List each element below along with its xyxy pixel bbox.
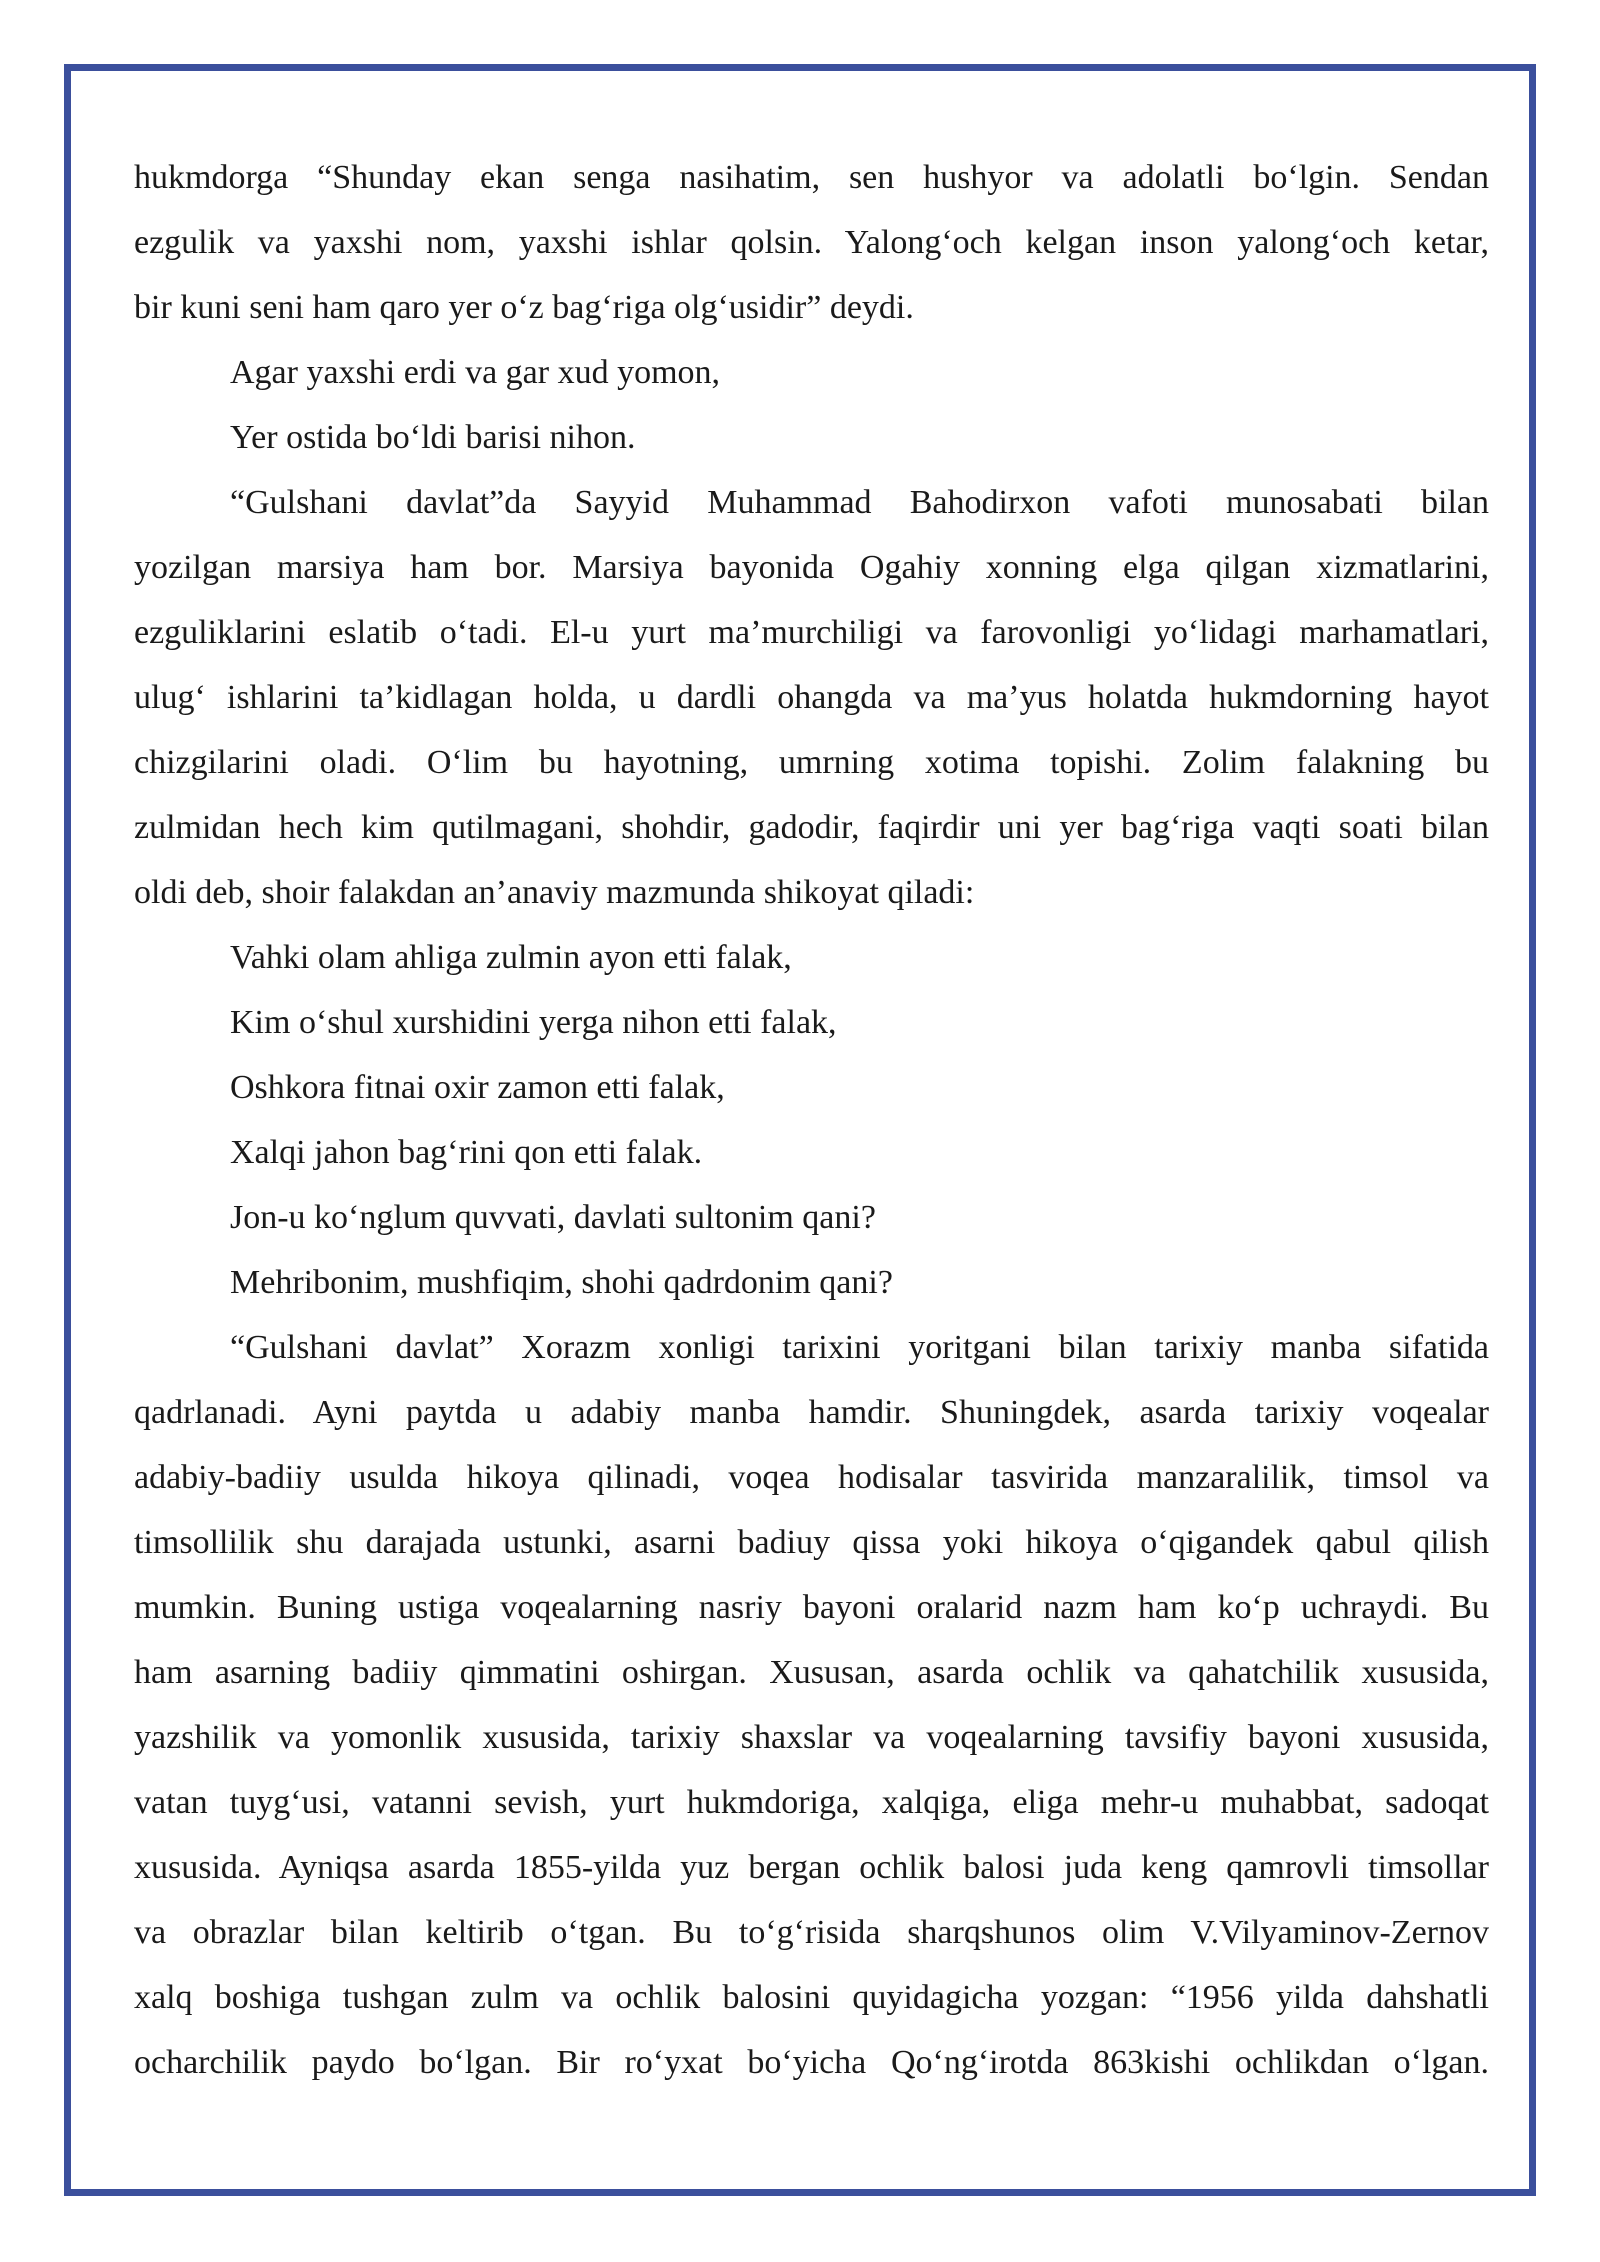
text-line: hukmdorga “Shunday ekan senga nasihatim, sen hushyor va adolatli bo‘lgin. Sendan [134, 159, 1489, 196]
text-line: yozilgan marsiya ham bor. Marsiya bayonida Ogahiy xonning elga qilgan xizmatlarini, [134, 549, 1489, 586]
verse-line: Oshkora fitnai oxir zamon etti falak, [230, 1069, 725, 1106]
text-line: yazshilik va yomonlik xususida, tarixiy shaxslar va voqealarning tavsifiy bayoni xususida, [134, 1719, 1489, 1756]
text-line: “Gulshani davlat” Xorazm xonligi tarixini yoritgani bilan tarixiy manba sifatida [230, 1329, 1489, 1366]
verse-line: Jon-u ko‘nglum quvvati, davlati sultonim qani? [230, 1199, 876, 1236]
text-line: vatan tuyg‘usi, vatanni sevish, yurt hukmdoriga, xalqiga, eliga mehr-u muhabbat, sadoqat [134, 1784, 1489, 1821]
text-line: xalq boshiga tushgan zulm va ochlik balosini quyidagicha yozgan: “1956 yilda dahshatli [134, 1979, 1489, 2016]
text-line: bir kuni seni ham qaro yer o‘z bag‘riga olg‘usidir” deydi. [134, 289, 914, 326]
verse-line: Vahki olam ahliga zulmin ayon etti falak, [230, 939, 792, 976]
text-line: oldi deb, shoir falakdan an’anaviy mazmunda shikoyat qiladi: [134, 874, 975, 911]
text-line: ulug‘ ishlarini ta’kidlagan holda, u dardli ohangda va ma’yus holatda hukmdorning hayot [134, 679, 1489, 716]
text-line: adabiy-badiiy usulda hikoya qilinadi, voqea hodisalar tasvirida manzaralilik, timsol va [134, 1459, 1489, 1496]
verse-line: Xalqi jahon bag‘rini qon etti falak. [230, 1134, 703, 1171]
verse-line: Mehribonim, mushfiqim, shohi qadrdonim qani? [230, 1264, 893, 1301]
verse-line: Kim o‘shul xurshidini yerga nihon etti falak, [230, 1004, 837, 1041]
text-line: timsollilik shu darajada ustunki, asarni badiuy qissa yoki hikoya o‘qigandek qabul qilish [134, 1524, 1489, 1561]
text-line: ezgulik va yaxshi nom, yaxshi ishlar qolsin. Yalong‘och kelgan inson yalong‘och ketar, [134, 224, 1489, 261]
verse-line: Agar yaxshi erdi va gar xud yomon, [230, 354, 721, 391]
text-line: va obrazlar bilan keltirib o‘tgan. Bu to‘g‘risida sharqshunos olim V.Vilyaminov-Zernov [134, 1914, 1489, 1951]
text-line: mumkin. Buning ustiga voqealarning nasriy bayoni oralarid nazm ham ko‘p uchraydi. Bu [134, 1589, 1489, 1626]
text-line: qadrlanadi. Ayni paytda u adabiy manba hamdir. Shuningdek, asarda tarixiy voqealar [134, 1394, 1489, 1431]
text-line: ezguliklarini eslatib o‘tadi. El-u yurt ma’murchiligi va farovonligi yo‘lidagi marhamatlari, [134, 614, 1489, 651]
document-body [134, 145, 1489, 2095]
text-line: zulmidan hech kim qutilmagani, shohdir, gadodir, faqirdir uni yer bag‘riga vaqti soati bilan [134, 809, 1489, 846]
text-line: xususida. Ayniqsa asarda 1855-yilda yuz bergan ochlik balosi juda keng qamrovli timsollar [134, 1849, 1489, 1886]
text-line: chizgilarini oladi. O‘lim bu hayotning, umrning xotima topishi. Zolim falakning bu [134, 744, 1489, 781]
text-line: “Gulshani davlat”da Sayyid Muhammad Bahodirxon vafoti munosabati bilan [230, 484, 1489, 521]
verse-line: Yer ostida bo‘ldi barisi nihon. [230, 419, 636, 456]
text-line: ocharchilik paydo bo‘lgan. Bir ro‘yxat bo‘yicha Qo‘ng‘irotda 863kishi ochlikdan o‘lgan. [134, 2044, 1489, 2081]
text-line: ham asarning badiiy qimmatini oshirgan. Xususan, asarda ochlik va qahatchilik xususida, [134, 1654, 1489, 1691]
